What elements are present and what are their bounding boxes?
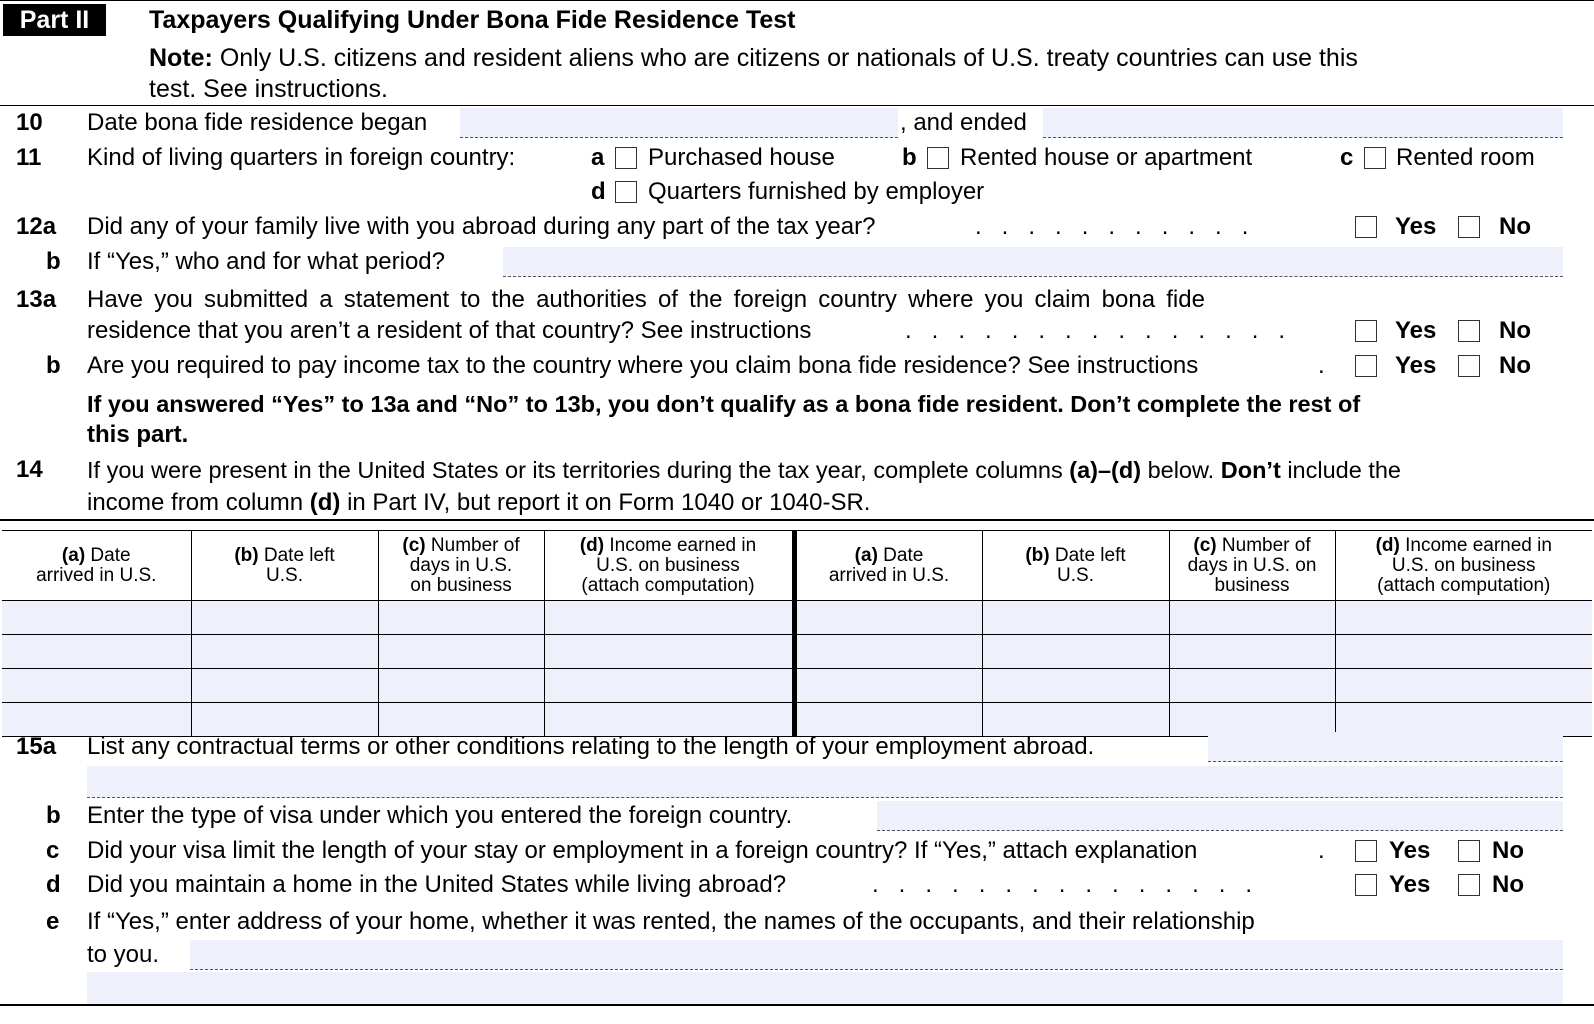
no-label: No (1492, 871, 1524, 898)
line-letter-12b: b (46, 248, 61, 275)
line-letter-15c: c (46, 837, 60, 864)
line15c-question: Did your visa limit the length of your stay or employment in a foreign country? If “Yes,” attach explanation (87, 837, 1198, 864)
option-a-letter: a (591, 144, 605, 171)
part-note-line2: test. See instructions. (149, 75, 389, 103)
table-cell-input[interactable] (794, 635, 982, 669)
us-presence-table (2, 530, 1592, 737)
table-column-header: (a) Date arrived in U.S. (794, 531, 982, 601)
line-number-12a: 12a (16, 213, 57, 240)
line-letter-15e: e (46, 908, 60, 935)
leader-dot: . (1318, 837, 1325, 864)
option-d-letter: d (591, 178, 606, 205)
table-cell-input[interactable] (544, 635, 794, 669)
line10-label: Date bona fide residence began (87, 109, 428, 136)
part-title: Taxpayers Qualifying Under Bona Fide Residence Test (149, 6, 796, 34)
no-label: No (1492, 837, 1524, 864)
note-text: Only U.S. citizens and resident aliens who are citizens or nationals of U.S. treaty countries can use this (212, 44, 1358, 72)
table-cell-input[interactable] (982, 635, 1169, 669)
line14-instruction-line1: If you were present in the United States or its territories during the tax year, complete columns (a)–(d) below. Don’t include the (87, 457, 1401, 483)
option-b-letter: b (902, 144, 917, 171)
line15b-question: Enter the type of visa under which you entered the foreign country. (87, 802, 793, 829)
table-cell-input[interactable] (1335, 635, 1592, 669)
table-column-header: (b) Date left U.S. (982, 531, 1169, 601)
table-cell-input[interactable] (1335, 601, 1592, 635)
disqualification-warning-line2: this part. (87, 421, 189, 448)
line-letter-13b: b (46, 352, 61, 379)
purchased-house-checkbox[interactable] (615, 147, 637, 169)
leader-dots: ............... (905, 317, 1306, 344)
no-label: No (1499, 317, 1531, 344)
table-row (2, 601, 1592, 635)
no-label: No (1499, 213, 1531, 240)
line-number-14: 14 (16, 456, 43, 483)
table-cell-input[interactable] (544, 601, 794, 635)
table-cell-input[interactable] (191, 601, 378, 635)
visa-type-field[interactable] (877, 801, 1563, 831)
employer-quarters-checkbox[interactable] (615, 181, 637, 203)
table-cell-input[interactable] (794, 601, 982, 635)
rented-room-checkbox[interactable] (1364, 147, 1386, 169)
line15e-question-line1: If “Yes,” enter address of your home, whether it was rented, the names of the occupants, and their relationship (87, 908, 1255, 935)
line13b-question: Are you required to pay income tax to the country where you claim bona fide residence? See instructions (87, 352, 1199, 379)
table-cell-input[interactable] (2, 601, 191, 635)
statement-submitted-yes-checkbox[interactable] (1355, 320, 1377, 342)
line12b-question: If “Yes,” who and for what period? (87, 248, 445, 275)
table-cell-input[interactable] (191, 669, 378, 703)
family-abroad-yes-checkbox[interactable] (1355, 216, 1377, 238)
table-cell-input[interactable] (1169, 601, 1335, 635)
table-cell-input[interactable] (982, 601, 1169, 635)
line15d-question: Did you maintain a home in the United States while living abroad? (87, 871, 787, 898)
line-number-13a: 13a (16, 286, 57, 313)
note-label: Note: (149, 44, 213, 72)
disqualification-warning-line1: If you answered “Yes” to 13a and “No” to 13b, you don’t qualify as a bona fide resident. Don’t complete the rest of (87, 391, 1361, 417)
us-home-yes-checkbox[interactable] (1355, 874, 1377, 896)
table-column-header: (a) Date arrived in U.S. (2, 531, 191, 601)
table-cell-input[interactable] (2, 635, 191, 669)
part-note (149, 43, 1358, 73)
table-cell-input[interactable] (794, 669, 982, 703)
table-cell-input[interactable] (378, 601, 544, 635)
statement-submitted-no-checkbox[interactable] (1458, 320, 1480, 342)
leader-dots: ........... (975, 213, 1269, 240)
family-abroad-no-checkbox[interactable] (1458, 216, 1480, 238)
rented-room-label: Rented room (1396, 144, 1535, 171)
table-cell-input[interactable] (982, 669, 1169, 703)
table-column-header: (d) Income earned in U.S. on business (attach computation) (544, 531, 794, 601)
table-cell-input[interactable] (378, 669, 544, 703)
table-column-header: (b) Date left U.S. (191, 531, 378, 601)
line-number-10: 10 (16, 109, 43, 136)
table-column-header: (c) Number of days in U.S. on business (378, 531, 544, 601)
contractual-terms-field-line2[interactable] (87, 766, 1563, 798)
pay-income-tax-no-checkbox[interactable] (1458, 355, 1480, 377)
rented-house-checkbox[interactable] (927, 147, 949, 169)
part-label: Part II (3, 4, 106, 36)
table-cell-input[interactable] (1169, 635, 1335, 669)
table-cell-input[interactable] (544, 669, 794, 703)
employer-quarters-label: Quarters furnished by employer (648, 178, 985, 205)
rented-house-label: Rented house or apartment (960, 144, 1253, 171)
line-letter-15b: b (46, 802, 61, 829)
yes-label: Yes (1395, 213, 1437, 240)
line10-mid-label: , and ended (900, 109, 1027, 136)
pay-income-tax-yes-checkbox[interactable] (1355, 355, 1377, 377)
no-label: No (1499, 352, 1531, 379)
yes-label: Yes (1389, 837, 1431, 864)
line12a-question: Did any of your family live with you abroad during any part of the tax year? (87, 213, 876, 240)
table-column-header: (c) Number of days in U.S. on business (1169, 531, 1335, 601)
table-cell-input[interactable] (378, 635, 544, 669)
table-cell-input[interactable] (1335, 669, 1592, 703)
line13a-question-line1: Have you submitted a statement to the authorities of the foreign country where you claim bona fide (87, 286, 1205, 313)
line15a-question: List any contractual terms or other conditions relating to the length of your employment abroad. (87, 733, 1095, 760)
table-row (2, 669, 1592, 703)
leader-dots: ............... (872, 871, 1273, 898)
yes-label: Yes (1395, 317, 1437, 344)
purchased-house-label: Purchased house (648, 144, 835, 171)
visa-limit-yes-checkbox[interactable] (1355, 840, 1377, 862)
residence-began-field[interactable] (460, 108, 898, 138)
option-c-letter: c (1340, 144, 1354, 171)
line-letter-15d: d (46, 871, 61, 898)
line-number-15a: 15a (16, 733, 57, 760)
table-cell-input[interactable] (191, 635, 378, 669)
table-column-header: (d) Income earned in U.S. on business (attach computation) (1335, 531, 1592, 601)
yes-label: Yes (1389, 871, 1431, 898)
yes-label: Yes (1395, 352, 1437, 379)
line14-instruction-line2: income from column (d) in Part IV, but report it on Form 1040 or 1040-SR. (87, 489, 871, 516)
home-address-field[interactable] (190, 940, 1563, 970)
line-number-11: 11 (16, 144, 42, 171)
table-row (2, 635, 1592, 669)
family-period-field[interactable] (503, 247, 1563, 277)
us-home-no-checkbox[interactable] (1458, 874, 1480, 896)
line11-label: Kind of living quarters in foreign country: (87, 144, 516, 171)
table-cell-input[interactable] (2, 669, 191, 703)
residence-ended-field[interactable] (1043, 108, 1563, 138)
leader-dot: . (1318, 352, 1325, 379)
visa-limit-no-checkbox[interactable] (1458, 840, 1480, 862)
contractual-terms-field[interactable] (1208, 732, 1563, 762)
line13a-question-line2: residence that you aren’t a resident of that country? See instructions (87, 317, 812, 344)
table-cell-input[interactable] (1169, 669, 1335, 703)
home-address-field-line2[interactable] (87, 972, 1563, 1004)
line15e-question-line2: to you. (87, 941, 160, 968)
